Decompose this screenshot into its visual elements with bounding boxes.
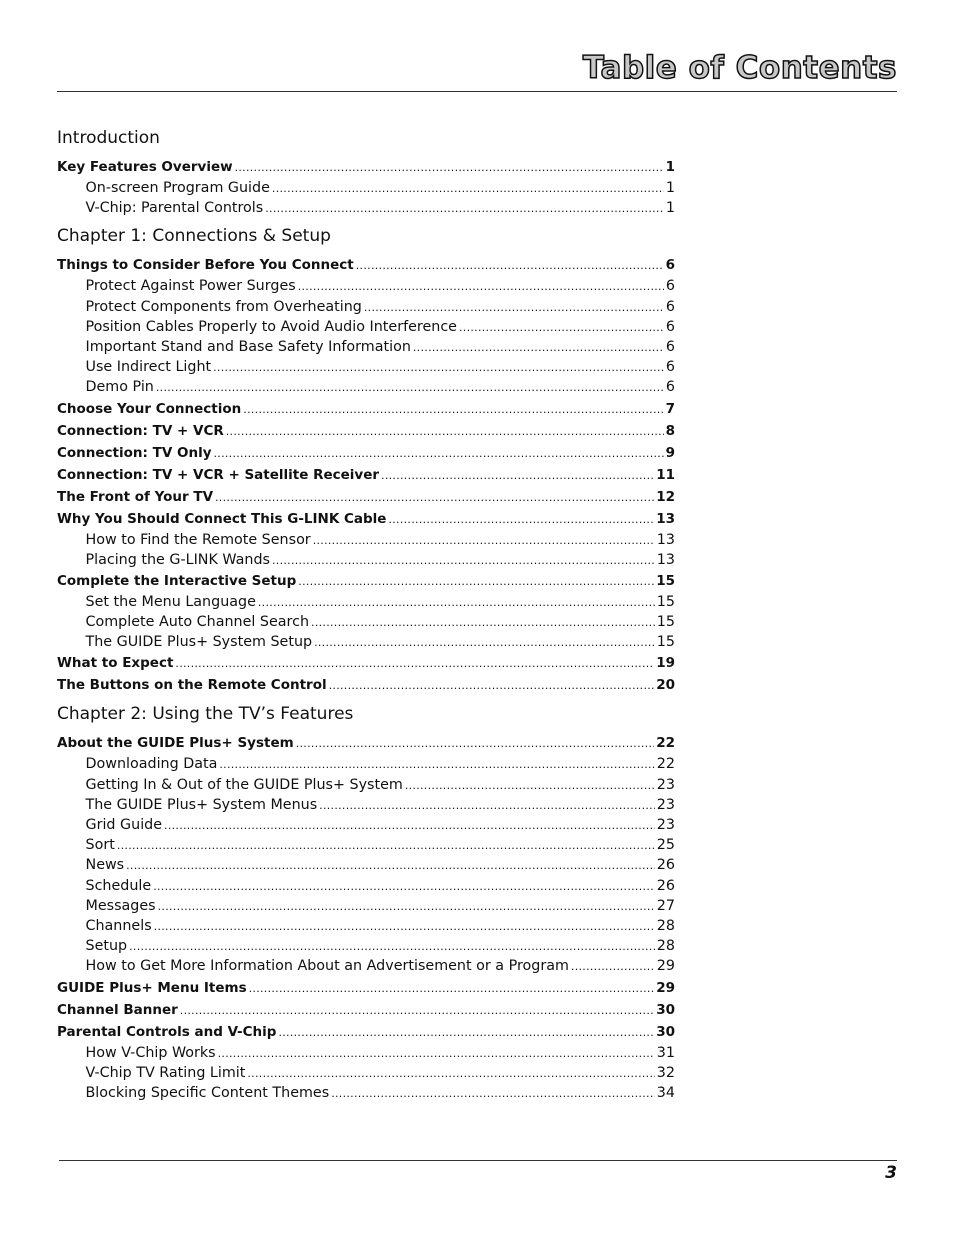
dot-leader bbox=[313, 530, 655, 551]
toc-subentry[interactable] bbox=[57, 916, 675, 936]
entry-title: Blocking Specific Content Themes bbox=[85, 1084, 330, 1101]
dot-leader bbox=[126, 855, 655, 876]
entry-title: Things to Consider Before You Connect bbox=[57, 257, 354, 274]
toc-subentry[interactable] bbox=[57, 337, 675, 357]
toc-subentry[interactable] bbox=[57, 775, 675, 795]
toc-subentry[interactable] bbox=[57, 1063, 675, 1083]
dot-leader bbox=[215, 486, 654, 509]
toc-entry[interactable] bbox=[57, 570, 675, 592]
toc-subentry[interactable] bbox=[57, 297, 675, 317]
entry-title: The GUIDE Plus+ System Menus bbox=[85, 796, 318, 813]
toc-entry[interactable] bbox=[57, 732, 675, 754]
entry-title: Choose Your Connection bbox=[57, 400, 242, 417]
entry-page-number: 19 bbox=[656, 655, 675, 672]
dot-leader bbox=[235, 156, 664, 179]
entry-title: Schedule bbox=[85, 877, 152, 894]
section-heading: Introduction bbox=[57, 128, 160, 148]
toc-section bbox=[57, 126, 675, 218]
entry-page-number: 28 bbox=[656, 917, 675, 934]
entry-title: Channel Banner bbox=[57, 1001, 178, 1018]
entry-page-number: 30 bbox=[656, 1001, 675, 1018]
dot-leader bbox=[405, 775, 655, 796]
toc-entry[interactable] bbox=[57, 442, 675, 464]
section-heading: Chapter 2: Using the TV’s Features bbox=[57, 704, 354, 725]
entry-page-number: 22 bbox=[656, 735, 675, 752]
toc-subentry[interactable] bbox=[57, 592, 675, 612]
entry-page-number: 31 bbox=[656, 1044, 675, 1061]
dot-leader bbox=[272, 550, 655, 571]
toc-subentry[interactable] bbox=[57, 198, 675, 218]
toc-entry[interactable] bbox=[57, 464, 675, 486]
entry-page-number: 11 bbox=[656, 466, 675, 483]
entry-page-number: 6 bbox=[665, 338, 675, 355]
entry-title: Position Cables Properly to Avoid Audio Interference bbox=[85, 318, 457, 335]
entry-title: Use Indirect Light bbox=[85, 359, 212, 376]
entry-title: GUIDE Plus+ Menu Items bbox=[57, 979, 247, 996]
entry-page-number: 23 bbox=[656, 776, 675, 793]
dot-leader bbox=[258, 592, 655, 613]
dot-leader bbox=[226, 420, 664, 443]
entry-title: Setup bbox=[85, 938, 128, 955]
dot-leader bbox=[129, 936, 655, 957]
entry-title: Connection: TV + VCR bbox=[57, 422, 224, 439]
toc-subentry[interactable] bbox=[57, 876, 675, 896]
entry-title: Connection: TV + VCR + Satellite Receiver bbox=[57, 466, 380, 483]
entry-page-number: 15 bbox=[656, 572, 675, 589]
toc-subentry[interactable] bbox=[57, 632, 675, 652]
entry-title: Placing the G-LINK Wands bbox=[85, 551, 270, 568]
page-title: Table of Contents bbox=[582, 50, 897, 86]
dot-leader bbox=[314, 632, 655, 653]
entry-page-number: 6 bbox=[665, 298, 675, 315]
toc-subentry[interactable] bbox=[57, 956, 675, 976]
toc-entry[interactable] bbox=[57, 398, 675, 420]
dot-leader bbox=[311, 612, 655, 633]
entry-title: The Front of Your TV bbox=[57, 488, 214, 505]
entry-title: Sort bbox=[85, 837, 115, 854]
entry-page-number: 6 bbox=[665, 278, 675, 295]
dot-leader bbox=[364, 297, 664, 318]
toc-entry[interactable] bbox=[57, 652, 675, 674]
entry-title: V-Chip TV Rating Limit bbox=[85, 1064, 246, 1081]
entry-page-number: 13 bbox=[656, 510, 675, 527]
toc-subentry[interactable] bbox=[57, 835, 675, 855]
section-heading: Chapter 1: Connections & Setup bbox=[57, 226, 331, 247]
dot-leader bbox=[153, 876, 655, 897]
toc-entry[interactable] bbox=[57, 977, 675, 999]
dot-leader bbox=[278, 1021, 654, 1044]
dot-leader bbox=[158, 896, 655, 917]
title-divider bbox=[57, 91, 897, 92]
toc-subentry[interactable] bbox=[57, 612, 675, 632]
toc-subentry[interactable] bbox=[57, 377, 675, 397]
entry-title: How to Get More Information About an Advertisement or a Program bbox=[85, 958, 569, 975]
entry-page-number: 1 bbox=[665, 200, 675, 217]
entry-page-number: 26 bbox=[656, 857, 675, 874]
toc-entry[interactable] bbox=[57, 674, 675, 696]
entry-page-number: 1 bbox=[665, 159, 675, 175]
entry-page-number: 27 bbox=[656, 897, 675, 914]
entry-title: Messages bbox=[85, 897, 156, 914]
dot-leader bbox=[218, 1043, 655, 1064]
entry-title: News bbox=[85, 857, 125, 874]
toc-subentry[interactable] bbox=[57, 178, 675, 198]
entry-title: Getting In & Out of the GUIDE Plus+ System bbox=[85, 776, 403, 793]
toc-subentry[interactable] bbox=[57, 795, 675, 815]
entry-page-number: 23 bbox=[656, 796, 675, 813]
dot-leader bbox=[247, 1063, 654, 1084]
dot-leader bbox=[164, 815, 655, 836]
dot-leader bbox=[219, 754, 654, 775]
toc-entry[interactable] bbox=[57, 508, 675, 530]
entry-page-number: 12 bbox=[656, 488, 675, 505]
dot-leader bbox=[117, 835, 655, 856]
entry-title: Grid Guide bbox=[85, 817, 163, 833]
entry-page-number: 26 bbox=[656, 877, 675, 894]
entry-page-number: 29 bbox=[656, 979, 675, 996]
entry-title: Parental Controls and V-Chip bbox=[57, 1023, 277, 1040]
dot-leader bbox=[213, 357, 664, 378]
toc-subentry[interactable] bbox=[57, 855, 675, 875]
toc-subentry[interactable] bbox=[57, 550, 675, 570]
dot-leader bbox=[298, 570, 654, 593]
entry-title: Demo Pin bbox=[85, 379, 154, 396]
table-of-contents bbox=[57, 126, 675, 1109]
entry-page-number: 28 bbox=[656, 938, 675, 955]
toc-entry[interactable] bbox=[57, 999, 675, 1021]
toc-subentry[interactable] bbox=[57, 317, 675, 337]
entry-title: The GUIDE Plus+ System Setup bbox=[85, 634, 313, 651]
page-number: 3 bbox=[885, 1163, 897, 1183]
entry-title: Set the Menu Language bbox=[85, 593, 256, 610]
entry-page-number: 6 bbox=[665, 379, 675, 396]
entry-page-number: 15 bbox=[656, 634, 675, 651]
toc-entry[interactable] bbox=[57, 1021, 675, 1043]
dot-leader bbox=[329, 674, 655, 697]
dot-leader bbox=[571, 956, 655, 977]
dot-leader bbox=[298, 276, 664, 297]
dot-leader bbox=[180, 999, 654, 1022]
dot-leader bbox=[296, 732, 655, 755]
entry-title: How V-Chip Works bbox=[85, 1044, 216, 1061]
entry-title: The Buttons on the Remote Control bbox=[57, 677, 327, 694]
entry-title: Complete the Interactive Setup bbox=[57, 572, 297, 589]
dot-leader bbox=[331, 1083, 655, 1104]
toc-subentry[interactable] bbox=[57, 276, 675, 296]
entry-title: Protect Components from Overheating bbox=[85, 298, 362, 315]
entry-page-number: 22 bbox=[656, 756, 675, 773]
toc-entry[interactable] bbox=[57, 156, 675, 178]
entry-title: On-screen Program Guide bbox=[85, 180, 270, 196]
entry-page-number: 13 bbox=[656, 551, 675, 568]
entry-title: Connection: TV Only bbox=[57, 444, 212, 461]
entry-title: Key Features Overview bbox=[57, 159, 233, 175]
dot-leader bbox=[381, 464, 654, 487]
entry-page-number: 29 bbox=[656, 958, 675, 975]
toc-entry[interactable] bbox=[57, 486, 675, 508]
entry-page-number: 7 bbox=[665, 400, 675, 417]
entry-page-number: 20 bbox=[656, 677, 675, 694]
entry-title: How to Find the Remote Sensor bbox=[85, 531, 311, 548]
entry-page-number: 15 bbox=[656, 593, 675, 610]
dot-leader bbox=[175, 652, 654, 675]
entry-page-number: 9 bbox=[665, 444, 675, 461]
dot-leader bbox=[265, 198, 664, 219]
toc-subentry[interactable] bbox=[57, 357, 675, 377]
entry-page-number: 15 bbox=[656, 614, 675, 631]
dot-leader bbox=[214, 442, 664, 465]
entry-page-number: 23 bbox=[656, 817, 675, 833]
toc-entry[interactable] bbox=[57, 254, 675, 276]
toc-subentry[interactable] bbox=[57, 896, 675, 916]
entry-page-number: 6 bbox=[665, 257, 675, 274]
dot-leader bbox=[156, 377, 664, 398]
entry-page-number: 6 bbox=[665, 359, 675, 376]
entry-page-number: 32 bbox=[656, 1064, 675, 1081]
entry-page-number: 34 bbox=[656, 1084, 675, 1101]
toc-subentry[interactable] bbox=[57, 530, 675, 550]
dot-leader bbox=[319, 795, 655, 816]
toc-subentry[interactable] bbox=[57, 1083, 675, 1103]
toc-subentry[interactable] bbox=[57, 936, 675, 956]
toc-subentry[interactable] bbox=[57, 1043, 675, 1063]
dot-leader bbox=[356, 254, 664, 277]
entry-page-number: 13 bbox=[656, 531, 675, 548]
footer-divider bbox=[59, 1160, 897, 1161]
toc-entry[interactable] bbox=[57, 420, 675, 442]
dot-leader bbox=[413, 337, 664, 358]
dot-leader bbox=[459, 317, 664, 338]
dot-leader bbox=[272, 178, 664, 199]
dot-leader bbox=[388, 508, 654, 531]
entry-title: Complete Auto Channel Search bbox=[85, 614, 310, 631]
entry-page-number: 8 bbox=[665, 422, 675, 439]
toc-subentry[interactable] bbox=[57, 754, 675, 774]
entry-title: Protect Against Power Surges bbox=[85, 278, 296, 295]
entry-title: Important Stand and Base Safety Information bbox=[85, 338, 411, 355]
entry-title: About the GUIDE Plus+ System bbox=[57, 735, 294, 752]
toc-subentry[interactable] bbox=[57, 815, 675, 835]
entry-title: Why You Should Connect This G-LINK Cable bbox=[57, 510, 387, 527]
entry-title: What to Expect bbox=[57, 655, 174, 672]
entry-page-number: 25 bbox=[656, 837, 675, 854]
dot-leader bbox=[154, 916, 655, 937]
entry-page-number: 1 bbox=[665, 180, 675, 196]
entry-title: Downloading Data bbox=[85, 756, 218, 773]
toc-section bbox=[57, 702, 675, 1103]
entry-page-number: 6 bbox=[665, 318, 675, 335]
entry-page-number: 30 bbox=[656, 1023, 675, 1040]
dot-leader bbox=[243, 398, 663, 421]
entry-title: V-Chip: Parental Controls bbox=[85, 200, 264, 217]
entry-title: Channels bbox=[85, 917, 152, 934]
toc-section bbox=[57, 224, 675, 696]
dot-leader bbox=[249, 977, 655, 1000]
